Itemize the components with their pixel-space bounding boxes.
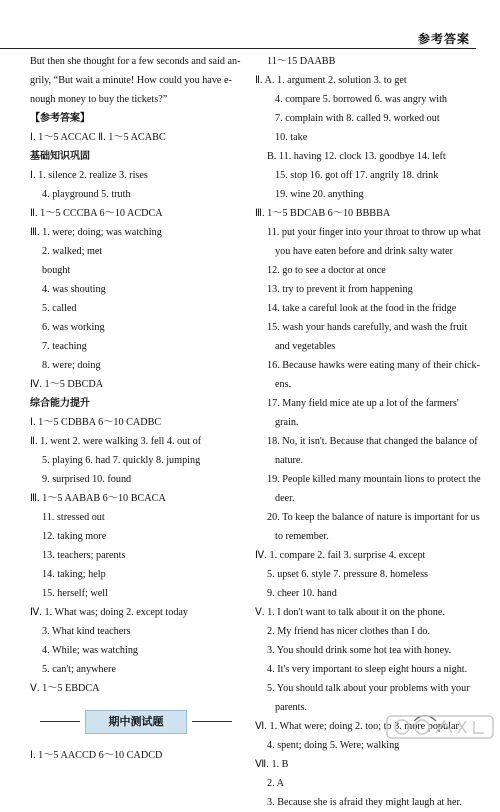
- right-line-5: 10. take: [275, 132, 308, 143]
- header-rule: [0, 48, 476, 49]
- basic-line-2: 4. playground 5. truth: [42, 189, 131, 200]
- basic-line-10: 7. teaching: [42, 341, 87, 352]
- intro-line-2: grily, “But wait a minute! How could you have e-: [30, 75, 232, 86]
- right-line-30: Ⅴ. 1. I don't want to talk about it on the phone.: [255, 607, 445, 618]
- right-line-39: 2. A: [267, 778, 284, 789]
- right-line-27: Ⅳ. 1. compare 2. fail 3. surprise 4. except: [255, 550, 426, 561]
- right-line-40: 3. Because she is afraid they might laugh at her.: [267, 797, 462, 808]
- header-title: 参考答案: [417, 32, 470, 46]
- right-line-11: you have eaten before and drink salty water: [275, 246, 453, 257]
- comp-line-14: 5. can't; anywhere: [42, 664, 116, 675]
- comp-line-6: 11. stressed out: [42, 512, 105, 523]
- answer-line: Ⅰ. 1～5 ACCAC Ⅱ. 1～5 ACABC: [30, 132, 166, 143]
- right-line-31: 2. My friend has nicer clothes than I do.: [267, 626, 430, 637]
- right-line-17: 16. Because hawks were eating many of their chick-: [267, 360, 481, 371]
- right-line-6: B. 11. having 12. clock 13. goodbye 14. left: [267, 151, 446, 162]
- right-line-35: parents.: [275, 702, 307, 713]
- right-line-29: 9. cheer 10. hand: [267, 588, 337, 599]
- right-line-38: Ⅶ. 1. B: [255, 759, 289, 770]
- comp-line-15: Ⅴ. 1～5 EBDCA: [30, 683, 100, 694]
- page-header: [0, 0, 500, 52]
- right-line-32: 3. You should drink some hot tea with honey.: [267, 645, 452, 656]
- watermark-logo: [386, 713, 494, 741]
- right-line-8: 19. wine 20. anything: [275, 189, 364, 200]
- basic-line-11: 8. were; doing: [42, 360, 101, 371]
- comp-line-13: 4. While; was watching: [42, 645, 139, 656]
- comp-line-2: Ⅱ. 1. went 2. were walking 3. fell 4. out of: [30, 436, 202, 447]
- right-line-10: 11. put your finger into your throat to throw up what: [267, 227, 481, 238]
- answer-heading: 【参考答案】: [30, 113, 90, 124]
- right-line-23: 19. People killed many mountain lions to protect the: [267, 474, 481, 485]
- midterm-section-title: 期中测试题: [85, 710, 187, 734]
- right-line-3: 4. compare 5. borrowed 6. was angry with: [275, 94, 448, 105]
- right-line-34: 5. You should talk about your problems with your: [267, 683, 470, 694]
- right-line-1: 11～15 DAABB: [267, 56, 336, 67]
- basic-line-3: Ⅱ. 1～5 CCCBA 6～10 ACDCA: [30, 208, 163, 219]
- basic-line-7: 4. was shouting: [42, 284, 106, 295]
- basic-line-4: Ⅲ. 1. were; doing; was watching: [30, 227, 162, 238]
- comp-line-10: 15. herself; well: [42, 588, 108, 599]
- right-line-21: 18. No, it isn't. Because that changed the balance of: [267, 436, 478, 447]
- basic-line-8: 5. called: [42, 303, 77, 314]
- comp-line-9: 14. taking; help: [42, 569, 106, 580]
- right-column: [255, 52, 481, 812]
- basic-line-1: Ⅰ. 1. silence 2. realize 3. rises: [30, 170, 148, 181]
- right-line-25: 20. To keep the balance of nature is important for us: [267, 512, 480, 523]
- comp-line-8: 13. teachers; parents: [42, 550, 126, 561]
- comp-line-7: 12. taking more: [42, 531, 107, 542]
- comp-line-3: 5. playing 6. had 7. quickly 8. jumping: [42, 455, 201, 466]
- right-line-22: nature.: [275, 455, 304, 466]
- right-line-37: 4. spent; doing 5. Were; walking: [267, 740, 400, 751]
- basic-line-12: Ⅳ. 1～5 DBCDA: [30, 379, 104, 390]
- intro-line-3: nough money to buy the tickets?”: [30, 94, 168, 105]
- right-line-14: 14. take a careful look at the food in the fridge: [267, 303, 457, 314]
- basic-line-5: 2. walked; met: [42, 246, 103, 257]
- comp-heading: 综合能力提升: [30, 398, 90, 409]
- right-line-33: 4. It's very important to sleep eight hours a night.: [267, 664, 468, 675]
- right-line-7: 15. stop 16. got off 17. angrily 18. drink: [275, 170, 439, 181]
- intro-line-1: But then she thought for a few seconds and said an-: [30, 56, 241, 67]
- right-line-26: to remember.: [275, 531, 329, 542]
- right-line-36: Ⅵ. 1. What were; doing 2. too; to 3. more popular: [255, 721, 459, 732]
- right-line-18: ens.: [275, 379, 292, 390]
- comp-line-12: 3. What kind teachers: [42, 626, 131, 637]
- right-line-15: 15. wash your hands carefully, and wash the fruit: [267, 322, 468, 333]
- basic-heading: 基础知识巩固: [30, 151, 90, 162]
- comp-line-11: Ⅳ. 1. What was; doing 2. except today: [30, 607, 189, 618]
- right-line-12: 12. go to see a doctor at once: [267, 265, 386, 276]
- right-line-2: Ⅱ. A. 1. argument 2. solution 3. to get: [255, 75, 407, 86]
- right-line-20: grain.: [275, 417, 299, 428]
- comp-line-4: 9. surprised 10. found: [42, 474, 132, 485]
- comp-line-1: Ⅰ. 1～5 CDBBA 6～10 CADBC: [30, 417, 162, 428]
- right-line-16: and vegetables: [275, 341, 336, 352]
- left-column: [30, 52, 250, 765]
- right-line-9: Ⅲ. 1～5 BDCAB 6～10 BBBBA: [255, 208, 391, 219]
- basic-line-9: 6. was working: [42, 322, 105, 333]
- right-line-4: 7. complain with 8. called 9. worked out: [275, 113, 440, 124]
- midterm-line: Ⅰ. 1～5 AACCD 6～10 CADCD: [30, 750, 163, 761]
- right-line-13: 13. try to prevent it from happening: [267, 284, 413, 295]
- right-line-24: deer.: [275, 493, 295, 504]
- comp-line-5: Ⅲ. 1～5 AABAB 6～10 BCACA: [30, 493, 166, 504]
- basic-line-6: bought: [42, 265, 71, 276]
- right-line-19: 17. Many field mice ate up a lot of the farmers': [267, 398, 459, 409]
- right-line-28: 5. upset 6. style 7. pressure 8. homeless: [267, 569, 428, 580]
